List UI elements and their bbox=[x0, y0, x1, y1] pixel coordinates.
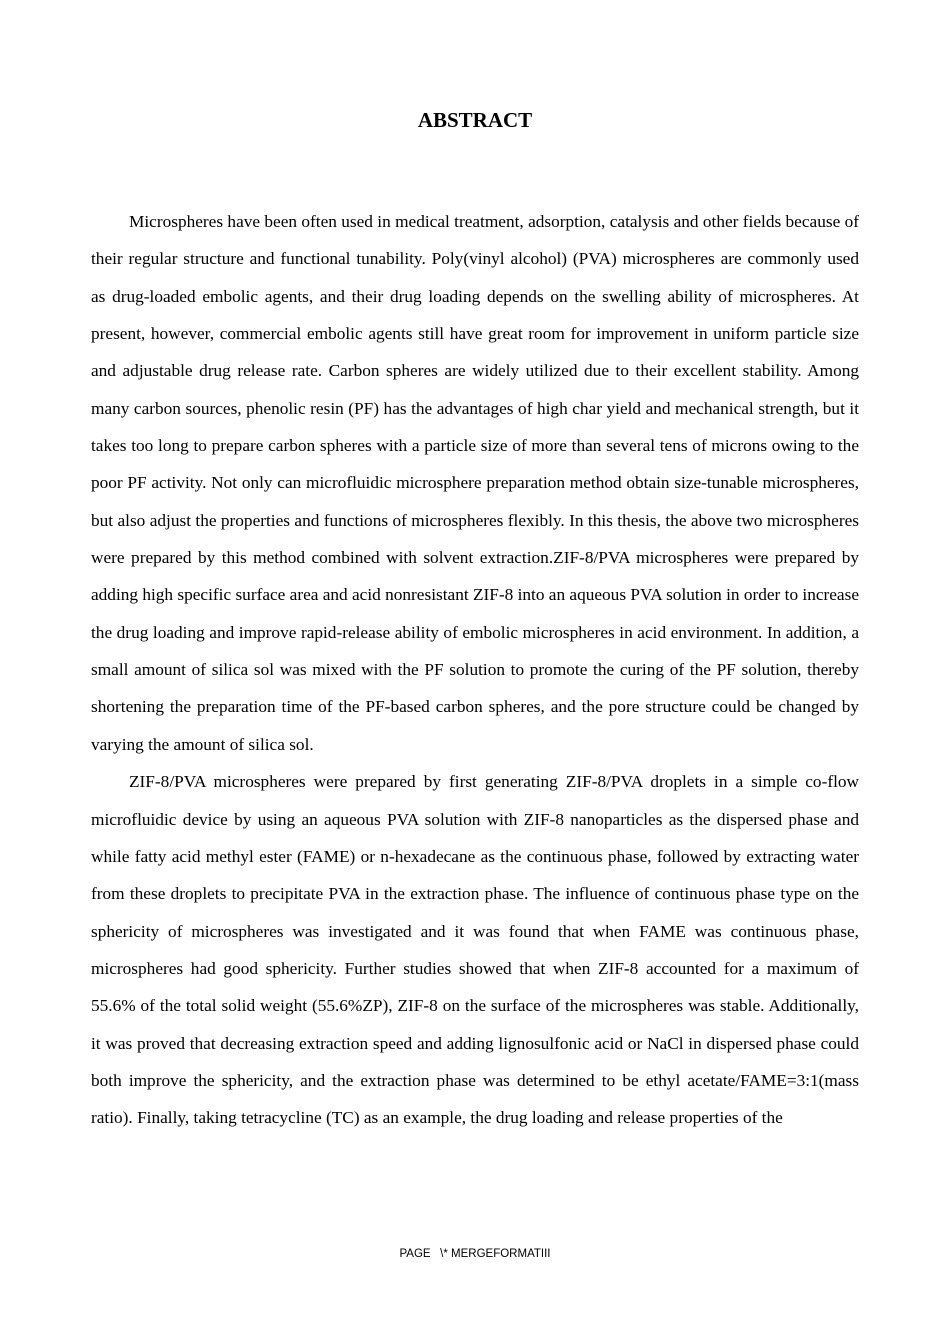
paragraph-2: ZIF-8/PVA microspheres were prepared by first generating ZIF-8/PVA droplets in a simple co-flow microfluidic device by using an aqueous PVA solution with ZIF-8 nanoparticles as the dispersed phase and while fatty acid methyl ester (FAME) or n-hexadecane as the continuous phase, followed by extracting water from these droplets to precipitate PVA in the extraction phase. The influence of continuous phase type on the sphericity of microspheres was investigated and it was found that when FAME was continuous phase, microspheres had good sphericity. Further studies showed that when ZIF-8 accounted for a maximum of 55.6% of the total solid weight (55.6%ZP), ZIF-8 on the surface of the microspheres was stable. Additionally, it was proved that decreasing extraction speed and adding lignosulfonic acid or NaCl in dispersed phase could both improve the sphericity, and the extraction phase was determined to be ethyl acetate/FAME=3:1(mass ratio). Finally, taking tetracycline (TC) as an example, the drug loading and release properties of the bbox=[91, 772, 859, 1128]
page-footer: PAGE \* MERGEFORMATIII bbox=[399, 1248, 551, 1260]
page-title: ABSTRACT bbox=[417, 108, 533, 132]
abstract-body bbox=[91, 203, 859, 1137]
paragraph-1: Microspheres have been often used in medical treatment, adsorption, catalysis and other fields because of their regular structure and functional tunability. Poly(vinyl alcohol) (PVA) microspheres are commonly used as drug-loaded embolic agents, and their drug loading depends on the swelling ability of microspheres. At present, however, commercial embolic agents still have great room for improvement in uniform particle size and adjustable drug release rate. Carbon spheres are widely utilized due to their excellent stability. Among many carbon sources, phenolic resin (PF) has the advantages of high char yield and mechanical strength, but it takes too long to prepare carbon spheres with a particle size of more than several tens of microns owing to the poor PF activity. Not only can microfluidic microsphere preparation method obtain size-tunable microspheres, but also adjust the properties and functions of microspheres flexibly. In this thesis, the above two microspheres were prepared by this method combined with solvent extraction.ZIF-8/PVA microspheres were prepared by adding high specific surface area and acid nonresistant ZIF-8 into an aqueous PVA solution in order to increase the drug loading and improve rapid-release ability of embolic microspheres in acid environment. In addition, a small amount of silica sol was mixed with the PF solution to promote the curing of the PF solution, thereby shortening the preparation time of the PF-based carbon spheres, and the pore structure could be changed by varying the amount of silica sol. bbox=[91, 212, 860, 754]
